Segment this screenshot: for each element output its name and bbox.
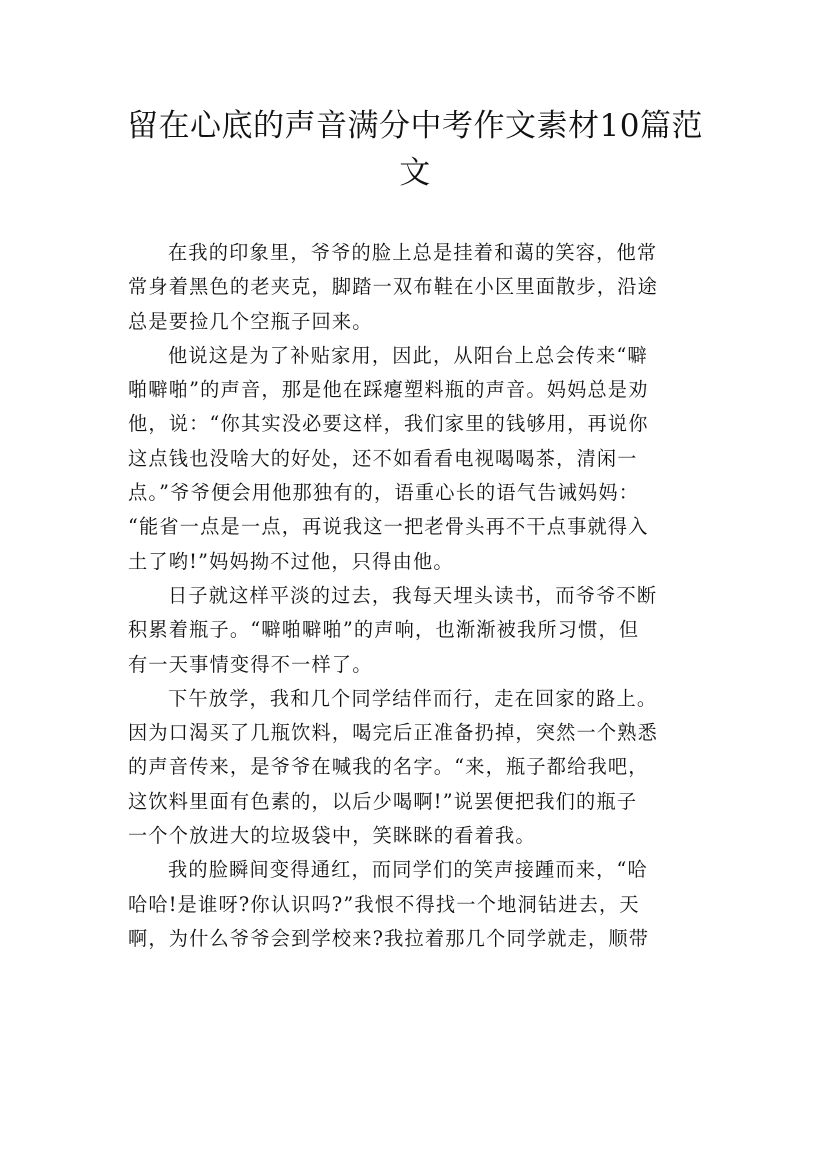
paragraph (128, 339, 714, 579)
text-line: 的声音传来，是爷爷在喊我的名字。“来，瓶子都给我吧， (128, 755, 649, 779)
paragraph (128, 236, 714, 339)
text-line: 有一天事情变得不一样了。 (128, 652, 373, 676)
text-line: 点。”爷爷便会用他那独有的，语重心长的语气告诫妈妈： (128, 481, 640, 505)
text-line: 日子就这样平淡的过去，我每天埋头读书，而爷爷不断 (168, 583, 658, 607)
text-line: 因为口渴买了几瓶饮料，喝完后正准备扔掉，突然一个熟悉 (128, 721, 659, 745)
document-body (128, 236, 714, 956)
paragraph (128, 853, 714, 956)
text-line: 积累着瓶子。“噼啪噼啪”的声响，也渐渐被我所习惯，但 (128, 618, 640, 642)
text-line: 他说这是为了补贴家用，因此，从阳台上总会传来“噼 (168, 343, 648, 367)
text-line: 总是要捡几个空瓶子回来。 (128, 309, 373, 333)
text-line: 我的脸瞬间变得通红，而同学们的笑声接踵而来，“哈 (168, 858, 648, 882)
document-title (120, 103, 710, 197)
text-line: 下午放学，我和几个同学结伴而行，走在回家的路上。 (168, 686, 658, 710)
text-line: 啪噼啪”的声音，那是他在踩瘪塑料瓶的声音。妈妈总是劝 (128, 378, 649, 402)
text-line: 土了哟!”妈妈拗不过他，只得由他。 (128, 549, 454, 573)
text-line: 这饮料里面有色素的，以后少喝啊!”说罢便把我们的瓶子 (128, 789, 638, 813)
title-line: 文 (399, 155, 431, 191)
title-line: 留在心底的声音满分中考作文素材10篇范 (127, 108, 703, 144)
paragraph (128, 579, 714, 682)
text-line: 哈哈!是谁呀?你认识吗?”我恨不得找一个地洞钻进去，天 (128, 892, 640, 916)
text-line: 这点钱也没啥大的好处，还不如看看电视喝喝茶，清闲一 (128, 446, 638, 470)
text-line: 常身着黑色的老夹克，脚踏一双布鞋在小区里面散步，沿途 (128, 275, 659, 299)
paragraph (128, 682, 714, 853)
text-line: “能省一点是一点，再说我这一把老骨头再不干点事就得入 (128, 515, 649, 539)
text-line: 在我的印象里，爷爷的脸上总是挂着和蔼的笑容，他常 (168, 241, 658, 264)
text-line: 一个个放进大的垃圾袋中，笑眯眯的看着我。 (128, 824, 536, 848)
text-line: 他，说：“你其实没必要这样，我们家里的钱够用，再说你 (128, 412, 649, 436)
text-line: 啊，为什么爷爷会到学校来?我拉着那几个同学就走，顺带 (128, 926, 650, 950)
